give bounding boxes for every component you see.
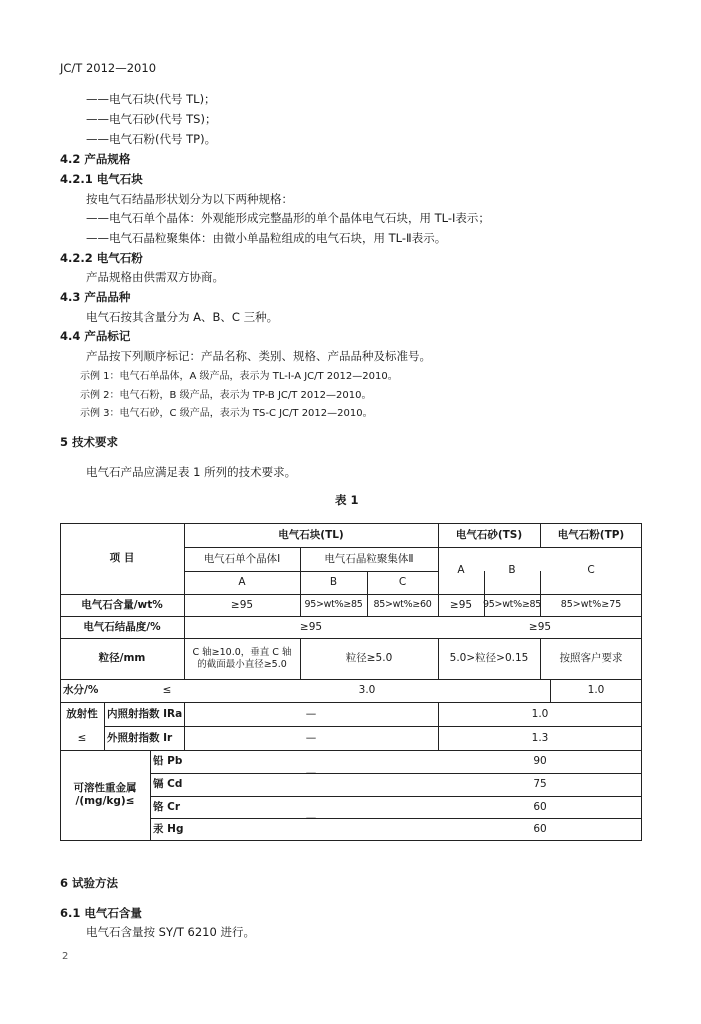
table-cell: 60 <box>533 822 547 835</box>
table-title: 表 1 <box>335 493 359 507</box>
table-cell: — <box>305 811 317 824</box>
paragraph: 电气石产品应满足表 1 所列的技术要求。 <box>86 465 297 479</box>
table-cell: 85>wt%≥60 <box>373 599 432 611</box>
paragraph: ——电气石单个晶体：外观能形成完整晶形的单个晶体电气石块，用 TL-Ⅰ表示； <box>86 211 490 225</box>
example-line: 示例 1：电气石单晶体，A 级产品，表示为 TL-Ⅰ-A JC/T 2012—2010。 <box>80 371 398 382</box>
grade-b-ts: B <box>508 564 516 577</box>
row-label-size: 粒径/mm <box>98 652 146 665</box>
table-cell: ≥95 <box>528 620 552 633</box>
table-cell: 5.0>粒径>0.15 <box>449 652 529 665</box>
sub-label-internal: 内照射指数 IRa <box>107 707 183 720</box>
header-tp: 电气石粉(TP) <box>557 528 625 541</box>
cell-line: /(mg/kg)≤ <box>75 795 135 807</box>
paragraph: 电气石含量按 SY/T 6210 进行。 <box>86 925 255 939</box>
row-label-radioactivity: 放射性 <box>66 707 98 720</box>
paragraph: 产品规格由供需双方协商。 <box>86 270 224 284</box>
section-heading: 6 试验方法 <box>60 876 119 890</box>
sub-label-cr: 铬 Cr <box>153 800 181 813</box>
table-cell: 粒径≥5.0 <box>345 652 393 665</box>
cell-line: C 轴≥10.0，垂直 C 轴 <box>192 647 292 659</box>
section-heading: 4.2.2 电气石粉 <box>60 251 143 265</box>
le-symbol: ≤ <box>162 684 172 697</box>
section-heading: 4.2.1 电气石块 <box>60 172 143 186</box>
table-cell: 60 <box>533 800 547 813</box>
sub-label-pb: 铅 Pb <box>153 755 183 768</box>
table-cell: 1.3 <box>531 731 549 744</box>
doc-code-header: JC/T 2012—2010 <box>60 61 157 75</box>
header-tl2: 电气石晶粒聚集体Ⅱ <box>324 552 414 565</box>
example-line: 示例 2：电气石粉，B 级产品，表示为 TP-B JC/T 2012—2010。 <box>80 390 372 401</box>
header-item: 项 目 <box>109 552 135 565</box>
section-heading: 6.1 电气石含量 <box>60 906 142 920</box>
le-symbol: ≤ <box>77 731 87 744</box>
spec-table <box>60 523 642 841</box>
table-cell: 1.0 <box>531 707 549 720</box>
table-cell: — <box>305 731 317 744</box>
row-label-moisture: 水分/% <box>63 684 99 697</box>
list-item: ——电气石砂(代号 TS)； <box>86 112 217 126</box>
sub-label-hg: 汞 Hg <box>153 822 184 835</box>
grade-c-tp: C <box>587 564 595 577</box>
page-number: 2 <box>62 951 69 962</box>
table-cell <box>184 638 300 679</box>
table-cell: ≥95 <box>230 598 254 611</box>
table-cell: 95>wt%≥85 <box>304 599 363 611</box>
table-cell: ≥95 <box>449 598 473 611</box>
table-cell: 3.0 <box>358 684 376 697</box>
header-tl1: 电气石单个晶体Ⅰ <box>203 552 281 565</box>
paragraph: 产品按下列顺序标记：产品名称、类别、规格、产品品种及标准号。 <box>86 349 431 363</box>
cell-line: 可溶性重金属 <box>73 782 137 795</box>
row-label-heavy-metals <box>60 750 150 840</box>
section-heading: 4.3 产品品种 <box>60 290 131 304</box>
header-tl: 电气石块(TL) <box>278 528 344 541</box>
table-cell: — <box>305 707 317 720</box>
table-cell: — <box>305 766 317 779</box>
list-item: ——电气石粉(代号 TP)。 <box>86 132 217 146</box>
grade-a-ts: A <box>457 564 465 577</box>
list-item: ——电气石块(代号 TL)； <box>86 92 216 106</box>
section-heading: 4.2 产品规格 <box>60 152 131 166</box>
example-line: 示例 3：电气石砂，C 级产品，表示为 TS-C JC/T 2012—2010。 <box>80 408 373 419</box>
table-cell: 按照客户要求 <box>559 652 623 665</box>
table-cell: 75 <box>533 778 547 791</box>
paragraph: 按电气石结晶形状划分为以下两种规格： <box>86 192 293 206</box>
sub-label-external: 外照射指数 Ir <box>107 731 173 744</box>
paragraph: ——电气石晶粒聚集体：由微小单晶粒组成的电气石块，用 TL-Ⅱ表示。 <box>86 231 447 245</box>
table-cell: 95>wt%≥85 <box>483 599 541 611</box>
row-label-crystallinity: 电气石结晶度/% <box>83 620 161 633</box>
header-ts: 电气石砂(TS) <box>455 528 523 541</box>
table-cell: 90 <box>533 755 547 768</box>
grade-a-tl: A <box>238 576 246 589</box>
section-heading: 5 技术要求 <box>60 435 119 449</box>
table-cell: 1.0 <box>587 684 605 697</box>
paragraph: 电气石按其含量分为 A、B、C 三种。 <box>86 310 279 324</box>
grade-b-tl: B <box>329 576 338 589</box>
row-label-content: 电气石含量/wt% <box>81 598 163 611</box>
grade-c-tl: C <box>398 576 407 589</box>
table-cell: 85>wt%≥75 <box>560 599 622 611</box>
table-cell: ≥95 <box>299 620 323 633</box>
section-heading: 4.4 产品标记 <box>60 329 131 343</box>
sub-label-cd: 镉 Cd <box>153 778 183 791</box>
cell-line: 的截面最小直径≥5.0 <box>197 658 287 670</box>
